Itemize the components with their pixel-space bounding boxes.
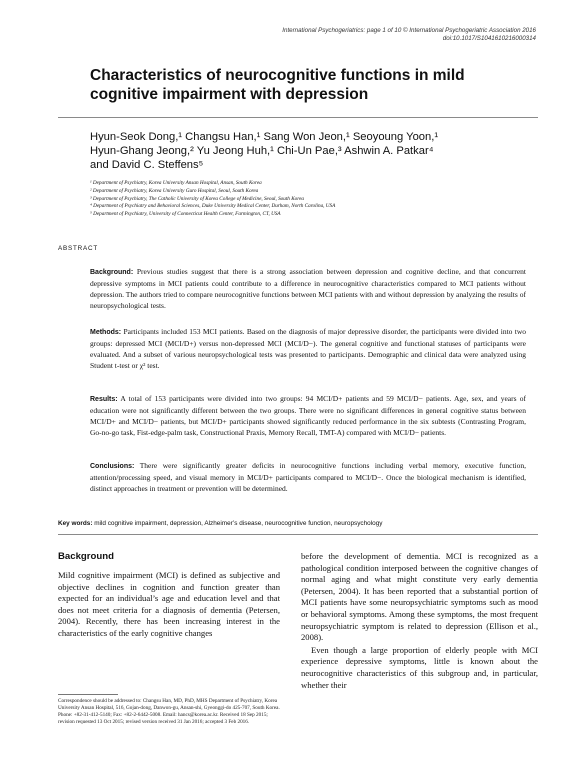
- abstract-results-label: Results:: [90, 396, 118, 403]
- section-heading: Background: [58, 551, 114, 562]
- page-info: : page 1 of 10 © International Psychogeriatric Association 2016: [363, 27, 536, 34]
- author-line: Hyun-Seok Dong,¹ Changsu Han,¹ Sang Won Jeon,¹ Seoyoung Yoon,¹: [90, 131, 439, 143]
- body-paragraph: before the development of dementia. MCI is recognized as a pathological condition interposed between the cognitive changes of normal aging and what might constitute very early dementia (Petersen, 2004). It has been reported that a substantial portion of MCI patients have some neuropsychiatric symptoms such as mood or behavioral symptoms. Among these symptoms, the most frequent neuropsychiatric symptom is related to depression (Ellison et al., 2008).: [301, 551, 538, 643]
- keywords-text: mild cognitive impairment, depression, Alzheimer’s disease, neurocognitive function, neuropsychology: [94, 520, 383, 527]
- doi[interactable]: doi:10.1017/S1041610216000314: [442, 35, 536, 42]
- affiliation: ² Department of Psychiatry, Korea University Guro Hospital, Seoul, South Korea: [90, 187, 259, 194]
- abstract-background: [90, 266, 526, 311]
- abstract-results: [90, 393, 526, 438]
- affiliation: ¹ Department of Psychiatry, Korea University Ansan Hospital, Ansan, South Korea: [90, 180, 262, 186]
- author-line: and David C. Steffens⁵: [90, 159, 204, 171]
- affiliations: [90, 180, 530, 219]
- affiliation: ⁴ Department of Psychiatry and Behavioral Sciences, Duke University Medical Center, Durham, North Carolina, USA: [90, 203, 336, 210]
- affiliation: ⁵ Department of Psychiatry, University of Connecticut Health Center, Farmington, CT, USA: [90, 211, 281, 218]
- correspondence-footnote: Correspondence should be addressed to: Changsu Han, MD, PhD, MHS Department of Psychiatry, Korea University Ansan Hospital, 516, Gojan-dong, Danwon-gu, Ansan-shi, Gyeonggi-do 425-707, South Korea. Phone: +82-31-412-5140; Fax: +82-2-6442-5008. Email: hancs@korea.ac.kr. Received 18 Sep 2015; revision requested 13 Oct 2015; revised version received 31 Jan 2016; accepted 3 Feb 2016.: [58, 698, 280, 725]
- keywords: [58, 519, 538, 528]
- running-header: [216, 27, 536, 43]
- footnote-rule: [58, 694, 118, 695]
- author-line: Hyun-Ghang Jeong,² Yu Jeong Huh,¹ Chi-Un Pae,³ Ashwin A. Patkar⁴: [90, 145, 434, 157]
- journal-name: International Psychogeriatrics: [282, 27, 364, 34]
- abstract-methods-text: Participants included 153 MCI patients. Based on the diagnosis of major depressive disorder, the participants were divided into two groups: depressed MCI (MCI/D+) versus non-depressed MCI (MCI/D−). The general cognitive and functional statuses of participants were evaluated. And a subset of various neuropsychological tests was presented to participants. Demographic and clinical data were analyzed using Student t-test or χ² test.: [90, 327, 527, 370]
- body-paragraph: Mild cognitive impairment (MCI) is defined as subjective and objective declines in cognition and function greater than expected for an individual’s age and education level and that does not meet criteria for a diagnosis of dementia (Petersen, 2004). Recently, there has been increasing interest in the characteristics of the early cognitive changes: [58, 570, 280, 638]
- abstract-background-label: Background:: [90, 269, 134, 276]
- article-title: Characteristics of neurocognitive functions in mild cognitive impairment with depression: [90, 67, 465, 103]
- abstract-results-text: A total of 153 participants were divided into two groups: 94 MCI/D+ patients and 59 MCI/D− patients. Age, sex, and years of education were not significantly different between the two groups. There were no significant differences in general cognitive status between MCI/D+ and MCI/D− patients, but MCI/D+ participants showed significantly reduced performance in the six subtests (Contrasting Program, Go-no-go task, Fist-edge-palm task, Constructional Praxis, Memory Recall, TMT-A) compared with MCI/D− patients.: [90, 394, 526, 437]
- title-rule: [58, 117, 538, 118]
- author-list: [90, 130, 530, 172]
- keywords-rule: [58, 534, 538, 535]
- affiliation: ³ Department of Psychiatry, The Catholic University of Korea College of Medicine, Seoul, South Korea: [90, 195, 304, 202]
- abstract-background-text: Previous studies suggest that there is a strong association between depression and cognitive decline, and that concurrent depressive symptoms in MCI patients could contribute to a difference in neurocognitive characteristics compared to MCI patients without depression. The authors tried to compare neurocognitive functions between MCI patients with and without depression by analyzing the results of neuropsychological tests.: [90, 267, 526, 310]
- abstract-methods: [90, 326, 526, 371]
- body-paragraph: Even though a large proportion of elderly people with MCI experience depressive symptoms, little is known about the neurocognitive characteristics of this subgroup and, in particular, whether their: [301, 644, 538, 690]
- abstract-methods-label: Methods:: [90, 329, 122, 336]
- body-column-right: [301, 551, 538, 691]
- abstract-label: ABSTRACT: [58, 245, 98, 252]
- body-column-left: [58, 551, 280, 640]
- abstract-conclusions-text: There were significantly greater deficits in neurocognitive functions including verbal memory, executive function, attention/processing speed, and visual memory in MCI/D+ participants compared to MCI/D−. Once the biological mechanism is identified, distinct approaches in treatment or prevention will be determined.: [90, 461, 526, 493]
- abstract-conclusions: [90, 460, 526, 494]
- keywords-label: Key words:: [58, 520, 93, 527]
- abstract-conclusions-label: Conclusions:: [90, 463, 135, 470]
